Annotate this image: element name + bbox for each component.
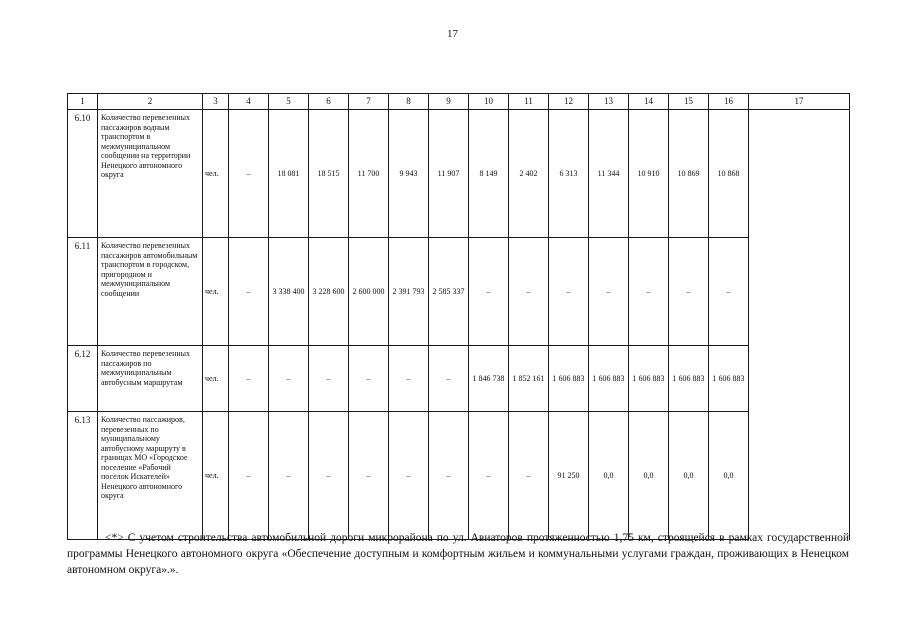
value-cell: 2 585 337 (429, 238, 469, 346)
value-cell: 11 907 (429, 110, 469, 238)
header-cell-5: 5 (269, 94, 309, 110)
value-cell: 3 338 400 (269, 238, 309, 346)
value-cell: 0,0 (709, 412, 749, 540)
value-cell: – (229, 238, 269, 346)
value-cell: – (509, 412, 549, 540)
footnote-text: <*> С учетом строительства автомобильной дороги микрорайона по ул. Авиаторов протяженностью 1,75 км, строящейся в рамках государственной программы Ненецкого автономного округа «Обеспечение доступным и комфортным жильем и коммунальными услугами граждан, проживающих в Ненецком автономном округа».». (67, 532, 849, 576)
value-cell: – (429, 346, 469, 412)
value-cell: 10 910 (629, 110, 669, 238)
value-cell: – (629, 238, 669, 346)
row-number: 6.11 (68, 238, 98, 346)
header-cell-8: 8 (389, 94, 429, 110)
header-cell-7: 7 (349, 94, 389, 110)
value-cell: 0,0 (589, 412, 629, 540)
indicators-table (67, 93, 850, 540)
header-cell-4: 4 (229, 94, 269, 110)
value-cell: – (429, 412, 469, 540)
header-cell-12: 12 (549, 94, 589, 110)
value-cell: 10 868 (709, 110, 749, 238)
value-cell: – (229, 110, 269, 238)
header-cell-11: 11 (509, 94, 549, 110)
value-cell: – (469, 412, 509, 540)
value-cell: – (349, 412, 389, 540)
value-cell: – (509, 238, 549, 346)
value-cell: 9 943 (389, 110, 429, 238)
value-cell: 0,0 (629, 412, 669, 540)
unit-cell: чел. (203, 346, 229, 412)
header-cell-14: 14 (629, 94, 669, 110)
value-cell: – (389, 346, 429, 412)
value-cell: – (589, 238, 629, 346)
value-cell: 1 606 883 (669, 346, 709, 412)
value-cell: – (709, 238, 749, 346)
indicator-name: Количество перевезенных пассажиров водным транспортом в межмуниципальном сообщении на территории Ненецкого автономного округа (98, 110, 203, 238)
header-cell-16: 16 (709, 94, 749, 110)
table-row (68, 346, 850, 412)
header-cell-1: 1 (68, 94, 98, 110)
value-cell: – (269, 346, 309, 412)
header-cell-13: 13 (589, 94, 629, 110)
row-number: 6.13 (68, 412, 98, 540)
value-cell: 10 869 (669, 110, 709, 238)
row-number: 6.10 (68, 110, 98, 238)
value-cell: 1 852 161 (509, 346, 549, 412)
value-cell: – (229, 346, 269, 412)
header-cell-6: 6 (309, 94, 349, 110)
value-cell: – (389, 412, 429, 540)
value-cell: 91 250 (549, 412, 589, 540)
page-number: 17 (447, 28, 458, 40)
unit-cell: чел. (203, 110, 229, 238)
value-cell: 18 515 (309, 110, 349, 238)
value-cell: 1 606 883 (549, 346, 589, 412)
unit-cell: чел. (203, 412, 229, 540)
value-cell: 3 228 600 (309, 238, 349, 346)
footnote (67, 530, 849, 578)
value-cell: 1 606 883 (589, 346, 629, 412)
value-cell: 6 313 (549, 110, 589, 238)
value-cell: 2 402 (509, 110, 549, 238)
table-body (68, 94, 850, 540)
header-cell-9: 9 (429, 94, 469, 110)
value-cell: – (349, 346, 389, 412)
indicator-name: Количество пассажиров, перевезенных по муниципальному автобусному маршруту в границах МО «Городское поселение «Рабочий поселок Искателей» Ненецкого автономного округа (98, 412, 203, 540)
value-cell: – (669, 238, 709, 346)
value-cell: 1 606 883 (629, 346, 669, 412)
header-cell-2: 2 (98, 94, 203, 110)
header-cell-10: 10 (469, 94, 509, 110)
value-cell: 1 846 738 (469, 346, 509, 412)
header-cell-17: 17 (749, 94, 850, 110)
unit-cell: чел. (203, 238, 229, 346)
value-cell: 8 149 (469, 110, 509, 238)
value-cell: – (269, 412, 309, 540)
table-row (68, 412, 850, 540)
value-cell: – (549, 238, 589, 346)
table-row (68, 238, 850, 346)
value-cell: 11 344 (589, 110, 629, 238)
value-cell: – (309, 346, 349, 412)
value-cell: – (309, 412, 349, 540)
column-17-cell (749, 110, 850, 540)
table-row (68, 110, 850, 238)
header-cell-15: 15 (669, 94, 709, 110)
value-cell: – (229, 412, 269, 540)
value-cell: 11 700 (349, 110, 389, 238)
value-cell: 1 606 883 (709, 346, 749, 412)
indicator-name: Количество перевезенных пассажиров автомобильным транспортом в городском, пригородном и межмуниципальном сообщении (98, 238, 203, 346)
value-cell: 2 391 793 (389, 238, 429, 346)
row-number: 6.12 (68, 346, 98, 412)
value-cell: 2 600 000 (349, 238, 389, 346)
value-cell: 0,0 (669, 412, 709, 540)
value-cell: – (469, 238, 509, 346)
indicator-name: Количество перевезенных пассажиров по межмуниципальным автобусным маршрутам (98, 346, 203, 412)
header-cell-3: 3 (203, 94, 229, 110)
table-header-row (68, 94, 850, 110)
value-cell: 18 081 (269, 110, 309, 238)
